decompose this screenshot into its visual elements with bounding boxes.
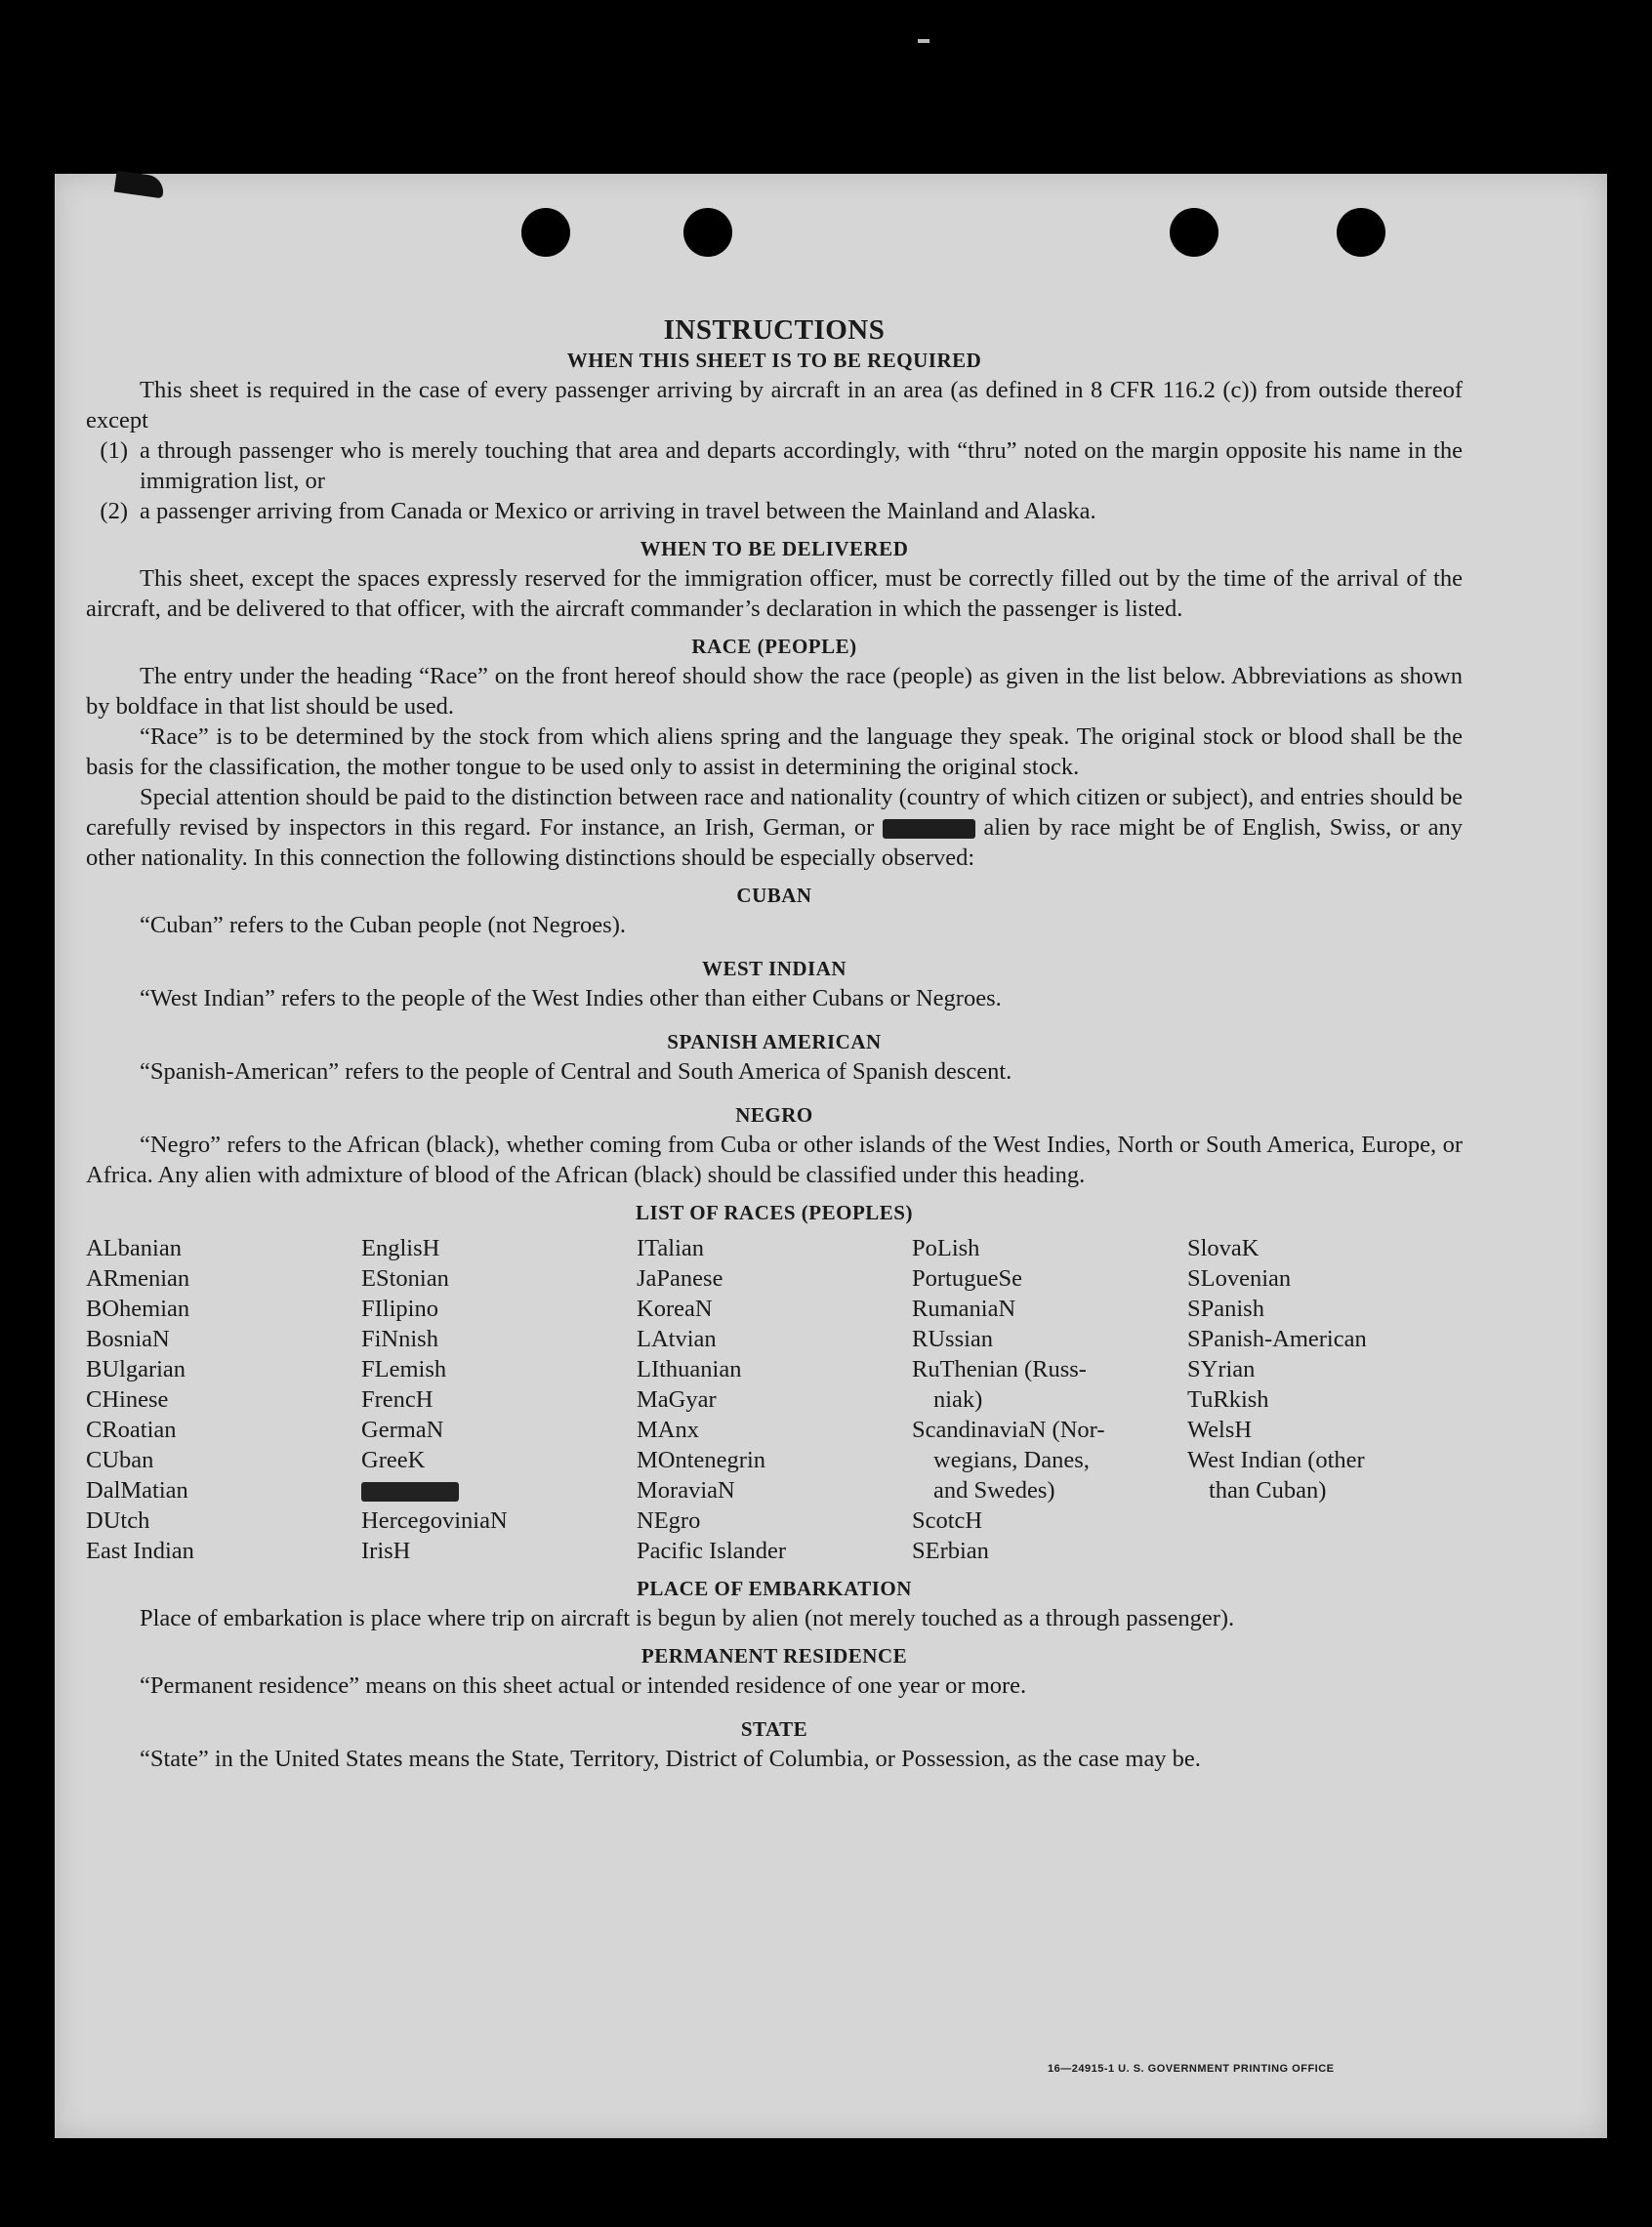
- races-column: [912, 1233, 1187, 1566]
- race-item: [361, 1475, 637, 1505]
- section-heading: RACE (PEOPLE): [691, 635, 857, 658]
- race-item: LAtvian: [637, 1326, 717, 1352]
- race-item: SErbian: [912, 1538, 989, 1564]
- race-item: MaGyar: [637, 1386, 717, 1413]
- race-item: WelsH: [1187, 1417, 1253, 1443]
- section-heading: WHEN THIS SHEET IS TO BE REQUIRED: [566, 349, 982, 372]
- race-item: GreeK: [361, 1447, 426, 1473]
- races-column: [361, 1233, 637, 1566]
- race-item: EnglisH: [361, 1235, 440, 1261]
- list-number: (1): [100, 437, 128, 464]
- paragraph: “Spanish-American” refers to the people of Central and South America of Spanish descent.: [140, 1058, 1012, 1085]
- list-number: (2): [100, 498, 128, 524]
- punch-hole: [521, 208, 570, 257]
- paragraph: Place of embarkation is place where trip on aircraft is begun by alien (not merely touched as a through passenger).: [140, 1605, 1235, 1631]
- section-heading: SPANISH AMERICAN: [667, 1030, 882, 1053]
- race-item: FiNnish: [361, 1326, 438, 1352]
- race-item: FrencH: [361, 1386, 434, 1413]
- race-item: EStonian: [361, 1265, 449, 1292]
- race-item: SlovaK: [1187, 1235, 1260, 1261]
- race-item: FLemish: [361, 1356, 447, 1382]
- redaction-mark: [883, 819, 975, 839]
- race-item: Pacific Islander: [637, 1538, 787, 1564]
- race-item: ALbanian: [86, 1235, 182, 1261]
- paragraph: “West Indian” refers to the people of the West Indies other than either Cubans or Negroes.: [140, 985, 1002, 1011]
- races-column: [1187, 1233, 1463, 1566]
- redaction-mark: [361, 1482, 459, 1502]
- race-item: BOhemian: [86, 1296, 190, 1322]
- race-item: than Cuban): [1209, 1477, 1327, 1504]
- race-item: BosniaN: [86, 1326, 170, 1352]
- race-item: TuRkish: [1187, 1386, 1269, 1413]
- race-item: NEgro: [637, 1507, 701, 1534]
- instructions-content: [86, 314, 1463, 1774]
- race-item: East Indian: [86, 1538, 194, 1564]
- race-item: MoraviaN: [637, 1477, 735, 1504]
- paragraph: “Negro” refers to the African (black), whether coming from Cuba or other islands of the West Indies, North or South America, Europe, or Africa. Any alien with admixture of blood of the African (black) should be classified under this heading.: [86, 1132, 1463, 1188]
- list-text: a passenger arriving from Canada or Mexico or arriving in travel between the Mainland and Alaska.: [140, 498, 1096, 524]
- race-item: MAnx: [637, 1417, 699, 1443]
- paragraph: This sheet, except the spaces expressly reserved for the immigration officer, must be correctly filled out by the time of the arrival of the aircraft, and be delivered to that officer, with the aircraft commander’s declaration in which the passenger is listed.: [86, 565, 1463, 622]
- race-item: FIlipino: [361, 1296, 438, 1322]
- paragraph: The entry under the heading “Race” on the front hereof should show the race (people) as given in the list below. Abbreviations as shown by boldface in that list should be used.: [86, 663, 1463, 720]
- section-heading: LIST OF RACES (PEOPLES): [636, 1201, 913, 1224]
- race-item: DUtch: [86, 1507, 150, 1534]
- races-column: [86, 1233, 361, 1566]
- paragraph-text: alien by race might be of English, Swiss, or any other nationality. In this connection the following distinctions should be especially observed:: [86, 814, 1463, 871]
- paragraph-text: Special attention should be paid to the distinction between race and nationality (country of which citizen or subject), and entries should be carefully revised by inspectors in this regard. For instance, an Irish, German, or: [86, 784, 1463, 841]
- race-item: GermaN: [361, 1417, 444, 1443]
- print-office-footer: 16—24915-1 U. S. GOVERNMENT PRINTING OFFICE: [1048, 2063, 1335, 2075]
- paragraph: This sheet is required in the case of every passenger arriving by aircraft in an area (as defined in 8 CFR 116.2 (c)) from outside thereof except: [86, 377, 1463, 433]
- races-column: [637, 1233, 912, 1566]
- paragraph: “State” in the United States means the State, Territory, District of Columbia, or Possession, as the case may be.: [140, 1746, 1201, 1772]
- race-item: ScotcH: [912, 1507, 983, 1534]
- race-item: CRoatian: [86, 1417, 177, 1443]
- list-text: a through passenger who is merely touching that area and departs accordingly, with “thru” noted on the margin opposite his name in the immigration list, or: [140, 437, 1463, 494]
- race-item: SLovenian: [1187, 1265, 1292, 1292]
- punch-hole: [683, 208, 732, 257]
- race-item: SPanish-American: [1187, 1326, 1367, 1352]
- section-heading: WHEN TO BE DELIVERED: [640, 537, 909, 560]
- paragraph: [86, 782, 1463, 873]
- race-item: CUban: [86, 1447, 154, 1473]
- races-list: [86, 1233, 1463, 1566]
- race-item: ARmenian: [86, 1265, 190, 1292]
- section-heading: PERMANENT RESIDENCE: [640, 1644, 908, 1668]
- race-item: RuThenian (Russ-: [912, 1356, 1087, 1382]
- scan-mark: [918, 39, 929, 43]
- race-item: ITalian: [637, 1235, 705, 1261]
- punch-hole: [1337, 208, 1385, 257]
- punch-hole: [1170, 208, 1218, 257]
- race-item: SPanish: [1187, 1296, 1264, 1322]
- paragraph: “Permanent residence” means on this sheet actual or intended residence of one year or more.: [140, 1672, 1027, 1699]
- race-item: RumaniaN: [912, 1296, 1016, 1322]
- list-item: [86, 496, 1463, 526]
- race-item: JaPanese: [637, 1265, 723, 1292]
- section-heading: WEST INDIAN: [701, 957, 847, 980]
- race-item: PortugueSe: [912, 1265, 1022, 1292]
- list-item: [86, 435, 1463, 496]
- race-item: MOntenegrin: [637, 1447, 765, 1473]
- race-item: DalMatian: [86, 1477, 188, 1504]
- paragraph: “Race” is to be determined by the stock from which aliens spring and the language they speak. The original stock or blood shall be the basis for the classification, the mother tongue to be used only to assist in determining the original stock.: [86, 723, 1463, 780]
- section-heading: STATE: [740, 1717, 808, 1741]
- section-heading: CUBAN: [736, 884, 812, 907]
- race-item: West Indian (other: [1187, 1447, 1365, 1473]
- race-item: niak): [933, 1386, 983, 1413]
- race-item: CHinese: [86, 1386, 169, 1413]
- race-item: and Swedes): [933, 1477, 1055, 1504]
- race-item: HercegoviniaN: [361, 1507, 508, 1534]
- race-item: BUlgarian: [86, 1356, 186, 1382]
- section-heading: PLACE OF EMBARKATION: [637, 1577, 912, 1600]
- race-item: PoLish: [912, 1235, 980, 1261]
- race-item: IrisH: [361, 1538, 411, 1564]
- page-title: INSTRUCTIONS: [663, 314, 886, 346]
- section-heading: NEGRO: [735, 1103, 813, 1127]
- race-item: RUssian: [912, 1326, 994, 1352]
- race-item: KoreaN: [637, 1296, 713, 1322]
- paragraph: “Cuban” refers to the Cuban people (not Negroes).: [140, 912, 626, 938]
- race-item: wegians, Danes,: [933, 1447, 1090, 1473]
- race-item: LIthuanian: [637, 1356, 742, 1382]
- race-item: ScandinaviaN (Nor-: [912, 1417, 1105, 1443]
- race-item: SYrian: [1187, 1356, 1256, 1382]
